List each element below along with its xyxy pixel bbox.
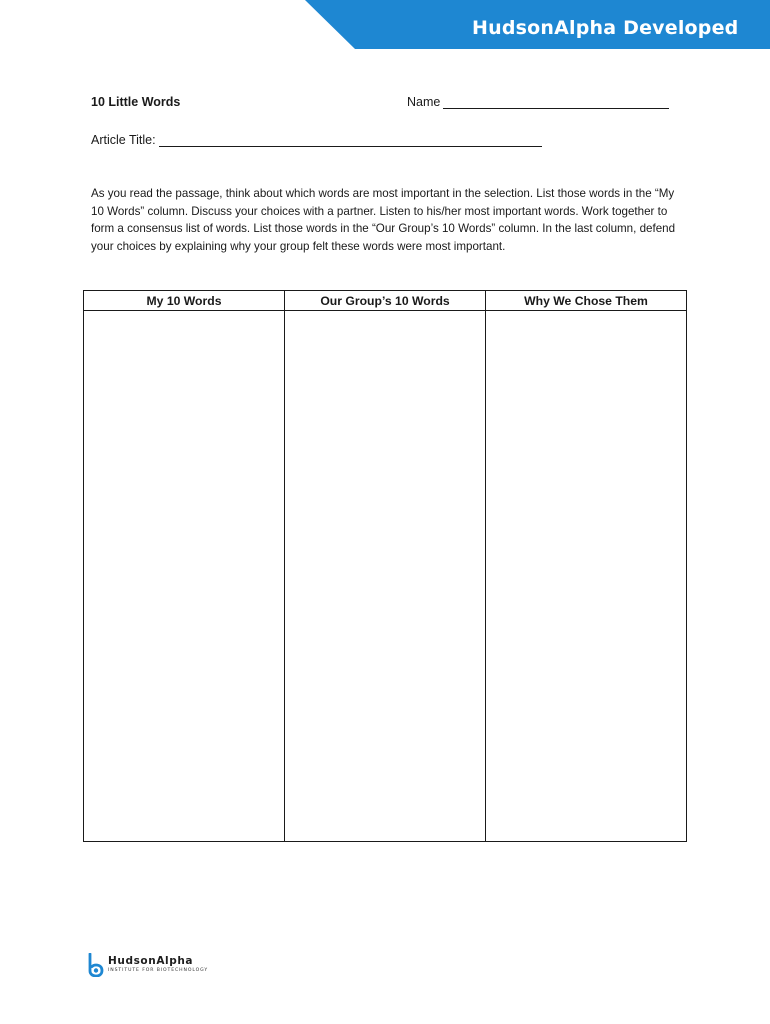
header-banner — [0, 0, 770, 50]
instructions-paragraph: As you read the passage, think about which words are most important in the selection. List those words in the “My 10 Words” column. Discuss your choices with a partner. Listen to his/her most important words. Work together to form a consensus list of words. List those words in the “Our Group’s 10 Words” column. In the last column, defend your choices by explaining why your group felt these words were most important. — [91, 187, 676, 253]
name-label: Name — [407, 95, 441, 109]
why-chose-cell[interactable] — [486, 311, 687, 842]
name-field[interactable] — [407, 95, 669, 109]
column-header-why-chose: Why We Chose Them — [486, 291, 687, 311]
table-header-row — [84, 291, 687, 311]
my-words-cell[interactable] — [84, 311, 285, 842]
table-row — [84, 311, 687, 842]
hudsonalpha-logo — [88, 953, 208, 977]
name-blank-line[interactable] — [443, 95, 669, 109]
article-title-label: Article Title: — [91, 133, 156, 147]
hudsonalpha-logo-icon — [88, 953, 104, 977]
worksheet-title: 10 Little Words — [91, 95, 181, 109]
column-header-my-words: My 10 Words — [84, 291, 285, 311]
article-title-field[interactable] — [91, 133, 542, 147]
group-words-cell[interactable] — [285, 311, 486, 842]
logo-name-text: HudsonAlpha — [108, 955, 194, 967]
article-title-blank-line[interactable] — [159, 133, 542, 147]
header-banner-text: HudsonAlpha Developed — [472, 17, 739, 39]
words-table — [83, 290, 687, 842]
column-header-group-words: Our Group’s 10 Words — [285, 291, 486, 311]
logo-tagline-text: INSTITUTE FOR BIOTECHNOLOGY — [108, 968, 209, 973]
